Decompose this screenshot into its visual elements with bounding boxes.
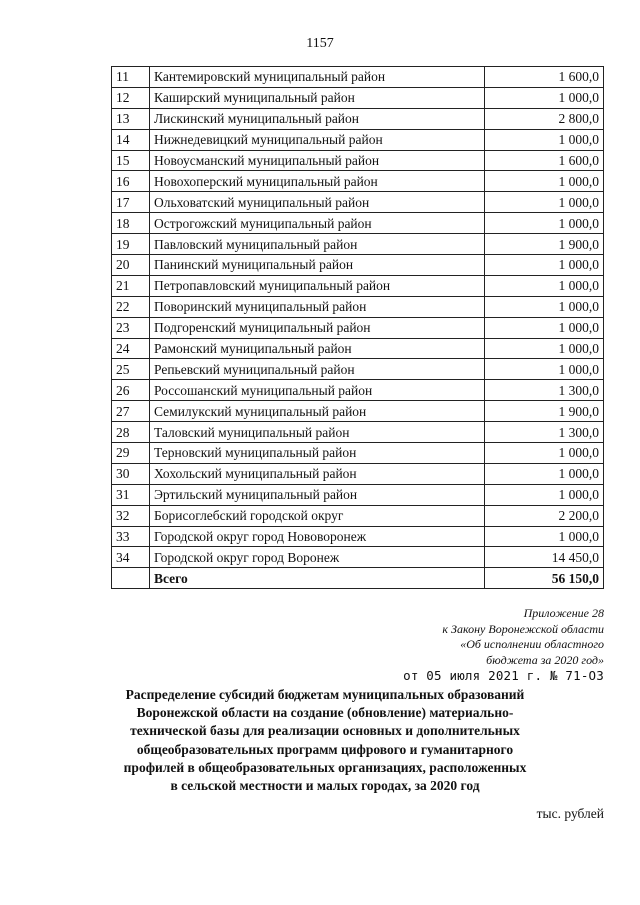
- amount-cell: 1 000,0: [485, 275, 604, 296]
- municipality-name-cell: Поворинский муниципальный район: [150, 296, 485, 317]
- municipality-name-cell: Эртильский муниципальный район: [150, 484, 485, 505]
- municipality-name-cell: Новоусманский муниципальный район: [150, 150, 485, 171]
- table-row: [112, 213, 604, 234]
- row-number-cell: 30: [112, 463, 150, 484]
- table-row: [112, 547, 604, 568]
- row-number-cell: 26: [112, 380, 150, 401]
- municipality-name-cell: Павловский муниципальный район: [150, 234, 485, 255]
- municipality-name-cell: Рамонский муниципальный район: [150, 338, 485, 359]
- municipality-name-cell: Ольховатский муниципальный район: [150, 192, 485, 213]
- table-body: [112, 67, 604, 589]
- amount-cell: 1 300,0: [485, 380, 604, 401]
- amount-cell: 14 450,0: [485, 547, 604, 568]
- amount-cell: 1 000,0: [485, 359, 604, 380]
- annex-law-title-line2: бюджета за 2020 год»: [486, 652, 604, 667]
- table-row: [112, 484, 604, 505]
- row-number-cell: 21: [112, 275, 150, 296]
- amount-cell: 2 800,0: [485, 108, 604, 129]
- amount-cell: 1 000,0: [485, 129, 604, 150]
- amount-cell: 1 000,0: [485, 484, 604, 505]
- row-number-cell: 23: [112, 317, 150, 338]
- municipality-name-cell: Новохоперский муниципальный район: [150, 171, 485, 192]
- amount-cell: 1 000,0: [485, 213, 604, 234]
- table-row: [112, 150, 604, 171]
- row-number-cell: 29: [112, 443, 150, 464]
- document-title: [95, 686, 555, 795]
- row-number-cell: 12: [112, 87, 150, 108]
- table-row: [112, 359, 604, 380]
- row-number-cell: 33: [112, 526, 150, 547]
- municipality-name-cell: Всего: [150, 568, 485, 589]
- table-row: [112, 505, 604, 526]
- row-number-cell: 13: [112, 108, 150, 129]
- title-line: в сельской местности и малых городах, за 2020 год: [170, 778, 480, 794]
- row-number-cell: 20: [112, 255, 150, 276]
- amount-cell: 1 000,0: [485, 255, 604, 276]
- row-number-cell: 18: [112, 213, 150, 234]
- amount-cell: 1 000,0: [485, 338, 604, 359]
- amount-cell: 2 200,0: [485, 505, 604, 526]
- annex-law-title-line1: «Об исполнении областного: [460, 637, 604, 651]
- municipality-name-cell: Россошанский муниципальный район: [150, 380, 485, 401]
- row-number-cell: 24: [112, 338, 150, 359]
- row-number-cell: 11: [112, 67, 150, 88]
- row-number-cell: 14: [112, 129, 150, 150]
- municipality-name-cell: Кантемировский муниципальный район: [150, 67, 485, 88]
- municipality-name-cell: Таловский муниципальный район: [150, 422, 485, 443]
- row-number-cell: 34: [112, 547, 150, 568]
- municipality-name-cell: Городской округ город Нововоронеж: [150, 526, 485, 547]
- table-row: [112, 275, 604, 296]
- table-total-row: [112, 568, 604, 589]
- table-row: [112, 255, 604, 276]
- amount-cell: 1 000,0: [485, 192, 604, 213]
- table-row: [112, 422, 604, 443]
- amount-cell: 1 000,0: [485, 87, 604, 108]
- municipality-name-cell: Лискинский муниципальный район: [150, 108, 485, 129]
- title-line: технической базы для реализации основных и дополнительных: [130, 723, 520, 739]
- municipality-name-cell: Подгоренский муниципальный район: [150, 317, 485, 338]
- municipality-name-cell: Семилукский муниципальный район: [150, 401, 485, 422]
- table-row: [112, 192, 604, 213]
- row-number-cell: 31: [112, 484, 150, 505]
- amount-cell: 1 600,0: [485, 150, 604, 171]
- title-line: профилей в общеобразовательных организациях, расположенных: [123, 759, 527, 775]
- title-line: Воронежской области на создание (обновление) материально-: [136, 705, 514, 721]
- amount-cell: 1 000,0: [485, 317, 604, 338]
- table-row: [112, 338, 604, 359]
- amount-cell: 1 300,0: [485, 422, 604, 443]
- table-row: [112, 463, 604, 484]
- amount-cell: 1 900,0: [485, 234, 604, 255]
- row-number-cell: 27: [112, 401, 150, 422]
- municipality-name-cell: Городской округ город Воронеж: [150, 547, 485, 568]
- row-number-cell: 16: [112, 171, 150, 192]
- municipality-name-cell: Нижнедевицкий муниципальный район: [150, 129, 485, 150]
- municipality-name-cell: Панинский муниципальный район: [150, 255, 485, 276]
- table-row: [112, 443, 604, 464]
- municipality-name-cell: Хохольский муниципальный район: [150, 463, 485, 484]
- municipality-name-cell: Каширский муниципальный район: [150, 87, 485, 108]
- table-row: [112, 108, 604, 129]
- municipality-name-cell: Острогожский муниципальный район: [150, 213, 485, 234]
- row-number-cell: [112, 568, 150, 589]
- municipality-name-cell: Борисоглебский городской округ: [150, 505, 485, 526]
- page-number: 1157: [306, 36, 334, 51]
- annex-law-line: к Закону Воронежской области: [442, 621, 604, 636]
- law-reference: от 05 июля 2021 г. № 71-ОЗ: [403, 668, 604, 683]
- title-line: общеобразовательных программ цифрового и гуманитарного: [136, 741, 514, 757]
- title-line: Распределение субсидий бюджетам муниципальных образований: [125, 687, 525, 702]
- municipality-name-cell: Петропавловский муниципальный район: [150, 275, 485, 296]
- row-number-cell: 15: [112, 150, 150, 171]
- table-row: [112, 380, 604, 401]
- table-row: [112, 526, 604, 547]
- municipality-name-cell: Терновский муниципальный район: [150, 443, 485, 464]
- amount-cell: 1 900,0: [485, 401, 604, 422]
- table-row: [112, 129, 604, 150]
- amount-cell: 56 150,0: [485, 568, 604, 589]
- amount-cell: 1 000,0: [485, 296, 604, 317]
- table-row: [112, 234, 604, 255]
- row-number-cell: 22: [112, 296, 150, 317]
- row-number-cell: 25: [112, 359, 150, 380]
- table-row: [112, 317, 604, 338]
- units-label: тыс. рублей: [536, 806, 604, 821]
- table-row: [112, 87, 604, 108]
- amount-cell: 1 000,0: [485, 443, 604, 464]
- table-row: [112, 67, 604, 88]
- row-number-cell: 17: [112, 192, 150, 213]
- table-row: [112, 171, 604, 192]
- amount-cell: 1 000,0: [485, 463, 604, 484]
- amount-cell: 1 000,0: [485, 526, 604, 547]
- amount-cell: 1 600,0: [485, 67, 604, 88]
- municipality-name-cell: Репьевский муниципальный район: [150, 359, 485, 380]
- table-row: [112, 296, 604, 317]
- amount-cell: 1 000,0: [485, 171, 604, 192]
- row-number-cell: 32: [112, 505, 150, 526]
- annex-number: Приложение 28: [523, 606, 604, 620]
- row-number-cell: 19: [112, 234, 150, 255]
- subsidy-table: [111, 66, 604, 589]
- table-row: [112, 401, 604, 422]
- annex-header: [344, 606, 604, 668]
- row-number-cell: 28: [112, 422, 150, 443]
